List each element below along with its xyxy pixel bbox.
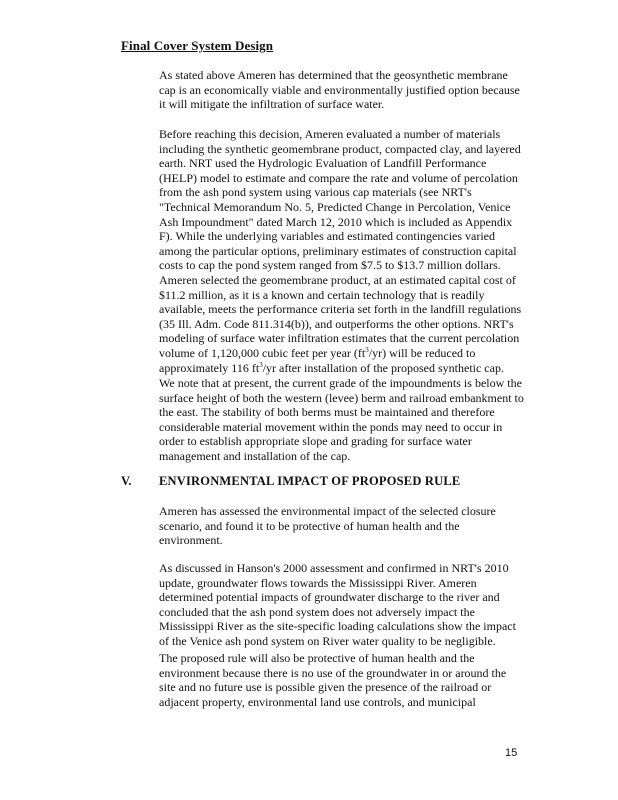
text-line: among the particular options, preliminary estimates of construction capital (159, 243, 517, 258)
text-line: costs to cap the pond system ranged from $7.5 to $13.7 million dollars. (159, 258, 501, 273)
text-line: available, meets the performance criteria set forth in the landfill regulations (159, 302, 522, 317)
text-fragment: volume of 1,120,000 cubic feet per year (ft (159, 345, 366, 360)
section-number: V. (121, 474, 132, 488)
text-line: Ameren has assessed the environmental impact of the selected closure (159, 504, 496, 518)
section-heading: Final Cover System Design (121, 38, 274, 53)
paragraph-geosynthetic-cap (159, 68, 520, 112)
text-line: scenario, and found it to be protective of human health and the (159, 518, 460, 533)
text-line: Before reaching this decision, Ameren evaluated a number of materials (159, 127, 501, 141)
text-line: the east. The stability of both berms must be maintained and therefore (159, 405, 495, 420)
text-line: As discussed in Hanson's 2000 assessment and confirmed in NRT's 2010 (159, 561, 509, 575)
paragraph-groundwater (159, 561, 516, 649)
text-line: determined potential impacts of groundwater discharge to the river and (159, 590, 500, 605)
text-line: $11.2 million, as it is a known and certain technology that is readily (159, 287, 485, 302)
text-line: update, groundwater flows towards the Mississippi River. Ameren (159, 575, 477, 590)
text-line: considerable material movement within the ponds may need to occur in (159, 419, 503, 434)
text-line: Ameren selected the geomembrane product, at an estimated capital cost of (159, 272, 516, 287)
text-line: cap is an economically viable and environmentally justified option because (159, 82, 520, 97)
text-line: environment. (159, 533, 223, 548)
text-line: modeling of surface water infiltration estimates that the current percolation (159, 331, 520, 346)
text-line (159, 346, 511, 361)
paragraph-material-evaluation (159, 127, 522, 375)
section-title: ENVIRONMENTAL IMPACT OF PROPOSED RULE (159, 474, 461, 488)
superscript: 3 (259, 360, 263, 369)
text-fragment: /yr after installation of the proposed synthetic cap. (262, 360, 504, 375)
text-line: Ash Impoundment" dated March 12, 2010 which is included as Appendix (159, 214, 513, 229)
text-line: (35 Ill. Adm. Code 811.314(b)), and outperforms the other options. NRT's (159, 316, 514, 331)
text-line: management and installation of the cap. (159, 448, 351, 463)
text-fragment: approximately 116 ft (159, 360, 260, 375)
page-number: 15 (505, 747, 518, 759)
text-line: of the Venice ash pond system on River water quality to be negligible. (159, 633, 496, 648)
text-line: adjacent property, environmental land use controls, and municipal (159, 694, 476, 709)
superscript: 3 (365, 345, 369, 354)
text-line (159, 361, 511, 376)
text-line: surface height of both the western (levee) berm and railroad embankment to (159, 390, 524, 405)
paragraph-human-health (159, 651, 511, 709)
paragraph-impoundment-grade (159, 376, 524, 464)
text-line: from the ash pond system using various cap materials (see NRT's (159, 185, 472, 200)
text-line: We note that at present, the current grade of the impoundments is below the (159, 376, 522, 390)
text-line: site and no future use is possible given the presence of the railroad or (159, 680, 492, 695)
text-line: The proposed rule will also be protective of human health and the (159, 651, 475, 665)
text-line: concluded that the ash pond system does not adversely impact the (159, 604, 475, 619)
text-line: it will mitigate the infiltration of surface water. (159, 97, 385, 112)
text-line: As stated above Ameren has determined that the geosynthetic membrane (159, 68, 508, 82)
text-line: (HELP) model to estimate and compare the rate and volume of percolation (159, 170, 518, 185)
text-line: "Technical Memorandum No. 5, Predicted Change in Percolation, Venice (159, 199, 511, 214)
paragraph-environmental-impact (159, 504, 511, 548)
text-line: environment because there is no use of the groundwater in or around the (159, 665, 507, 680)
text-line: order to establish appropriate slope and grading for surface water (159, 434, 472, 449)
text-line: Mississippi River as the site-specific loading calculations show the impact (159, 619, 516, 634)
text-fragment: /yr) will be reduced to (368, 345, 476, 360)
text-line: including the synthetic geomembrane product, compacted clay, and layered (159, 141, 521, 156)
text-line: F). While the underlying variables and estimated contingencies varied (159, 229, 496, 244)
text-line: earth. NRT used the Hydrologic Evaluation of Landfill Performance (159, 156, 487, 171)
